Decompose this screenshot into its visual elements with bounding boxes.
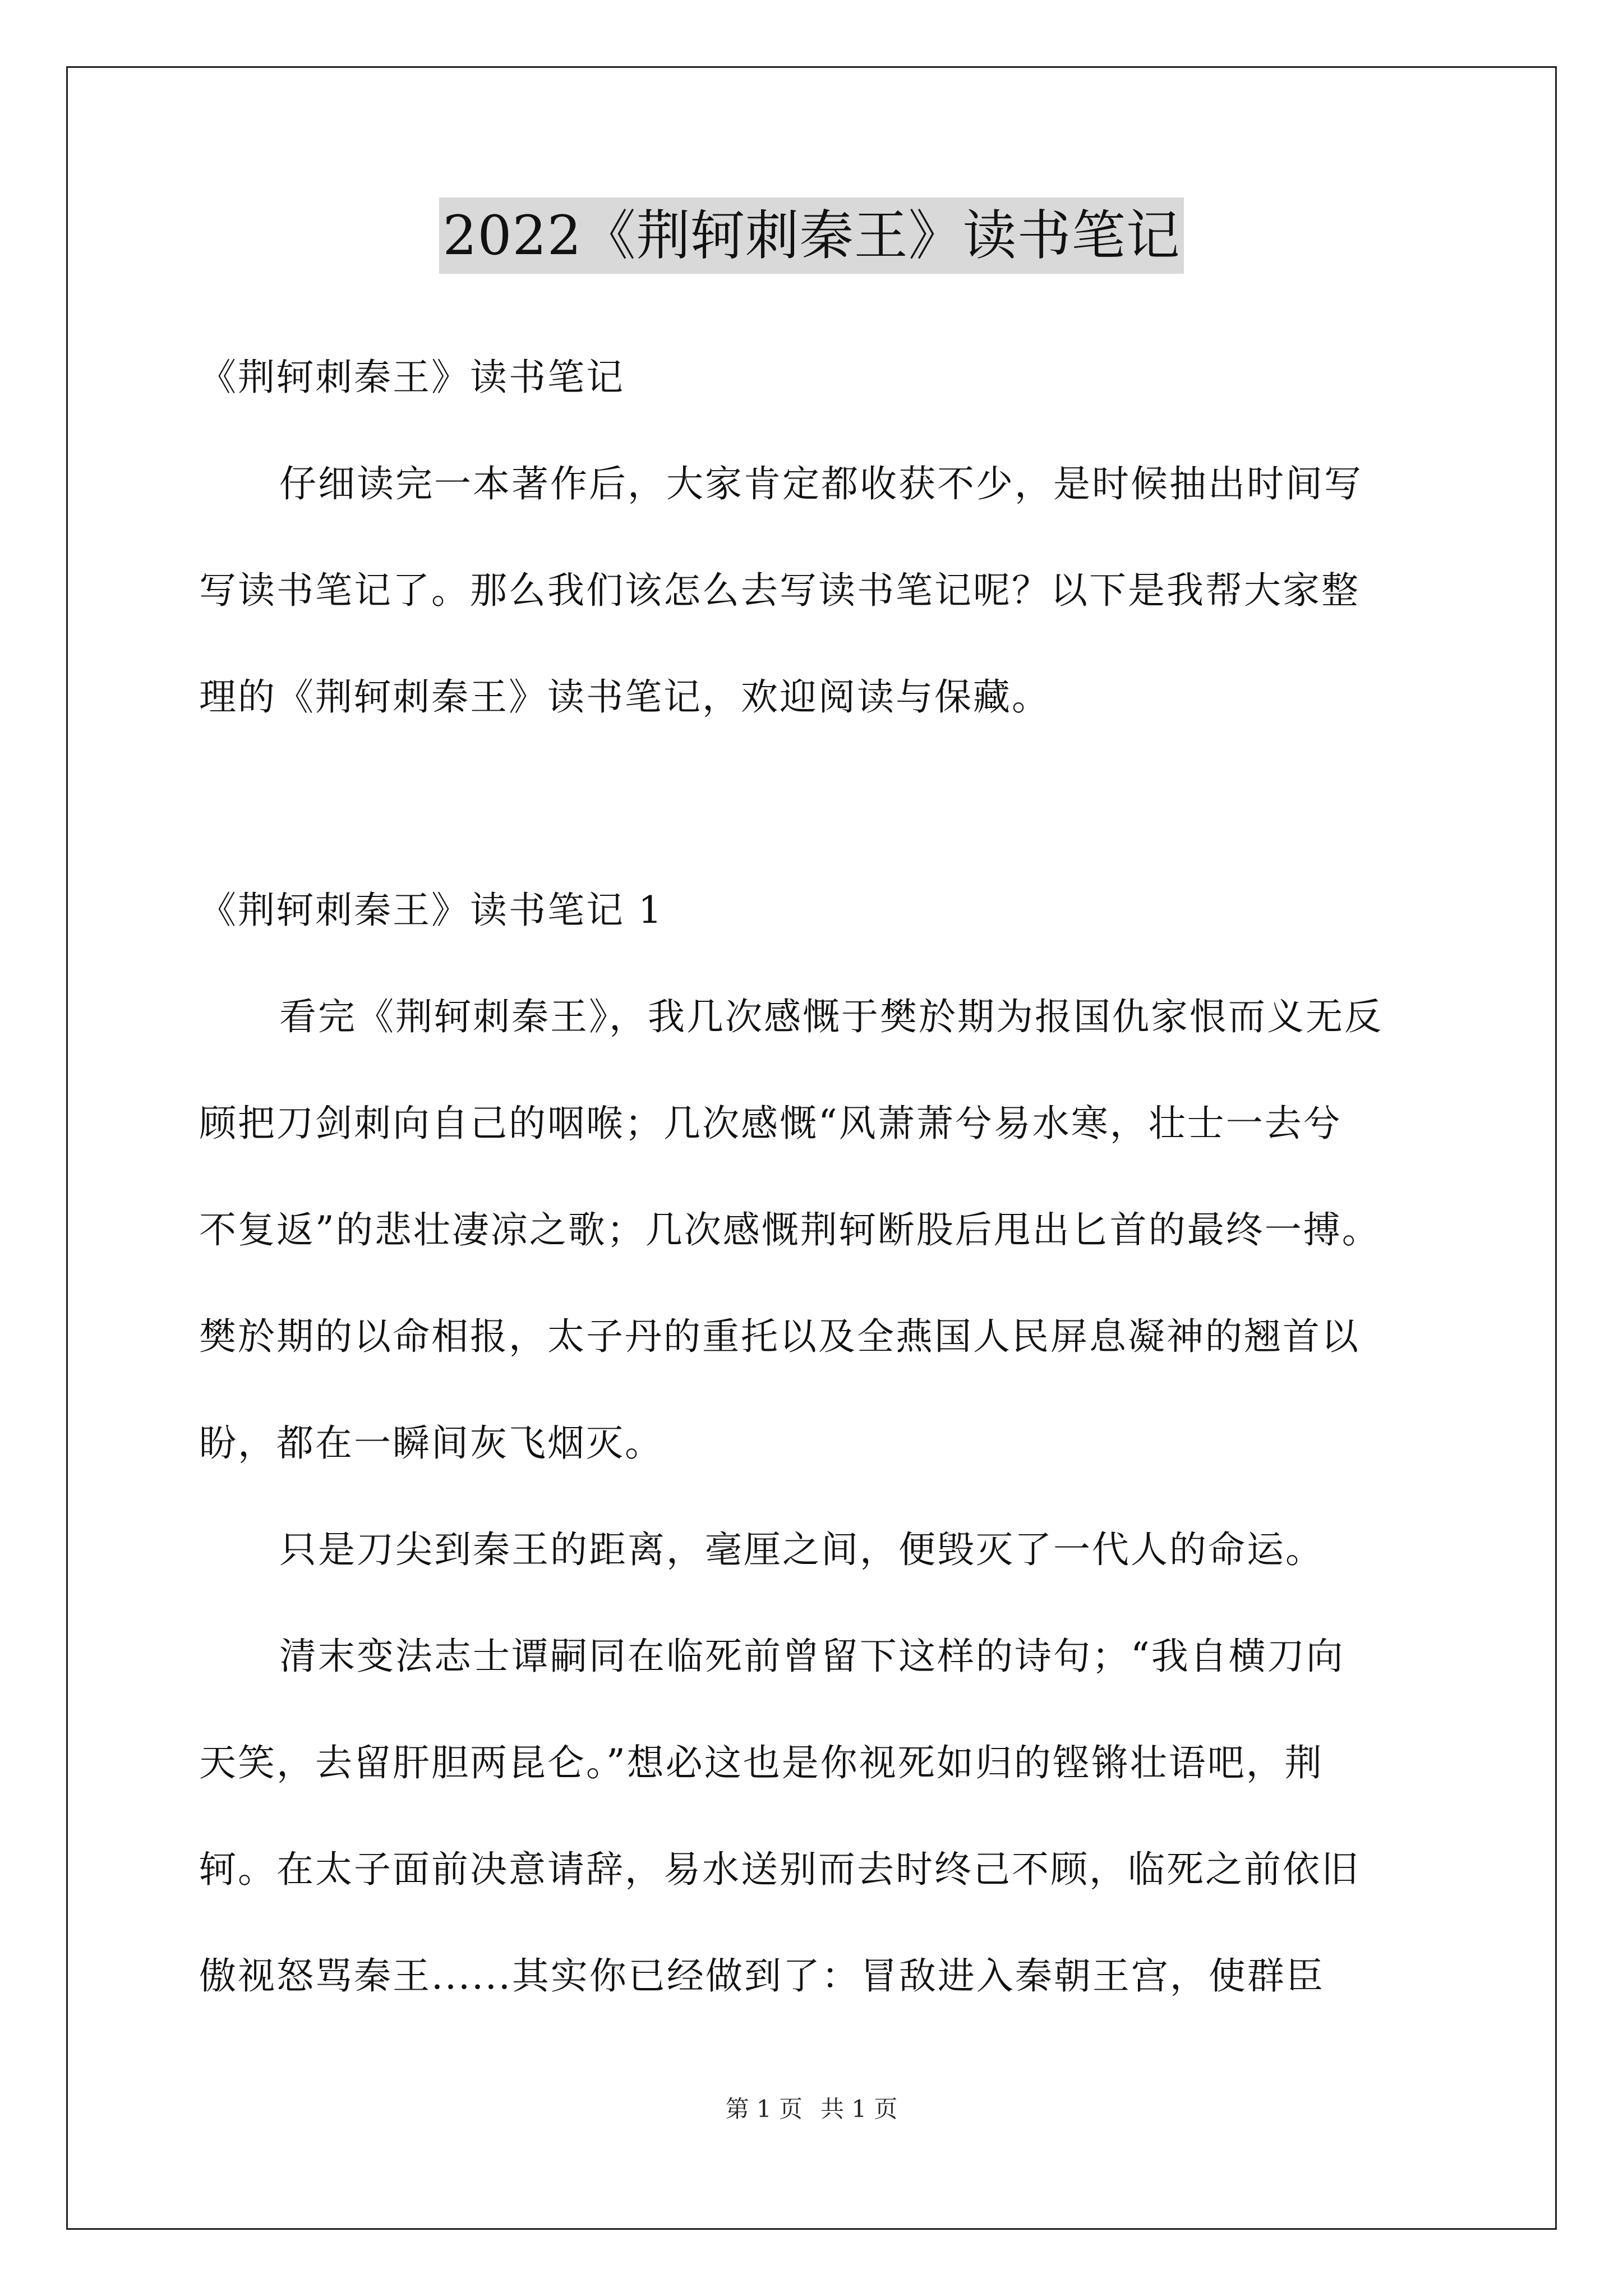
paragraph-line: 盼，都在一瞬间灰飞烟灭。 [199,1421,663,1465]
paragraph-line: 轲。在太子面前决意请辞，易水送别而去时终己不顾，临死之前依旧 [199,1848,1360,1891]
paragraph-line: 顾把刀剑刺向自己的咽喉；几次感慨“风萧萧兮易水寒，壮士一去兮 [199,1102,1342,1145]
paragraph-line: 看完《荆轲刺秦王》，我几次感慨于樊於期为报国仇家恨而义无反 [279,995,1383,1038]
subtitle: 《荆轲刺秦王》读书笔记 [199,356,625,399]
intro-line: 理的《荆轲刺秦王》读书笔记，欢迎阅读与保藏。 [199,675,1050,719]
section-heading: 《荆轲刺秦王》读书笔记 1 [199,889,663,932]
paragraph-line: 不复返”的悲壮凄凉之歌；几次感慨荆轲断股后甩出匕首的最终一搏。 [199,1208,1381,1251]
paragraph-line: 天笑，去留肝胆两昆仑。”想必这也是你视死如归的铿锵壮语吧，荆 [199,1741,1324,1784]
page-number: 第 1 页 [725,2095,803,2123]
paragraph-line: 清末变法志士谭嗣同在临死前曾留下这样的诗句；“我自横刀向 [279,1635,1345,1678]
intro-line: 仔细读完一本著作后，大家肯定都收获不少，是时候抽出时间写 [279,462,1363,505]
paragraph-line: 只是刀尖到秦王的距离，毫厘之间，便毁灭了一代人的命运。 [279,1528,1324,1571]
document-title: 2022《荆轲刺秦王》读书笔记 [439,197,1183,274]
intro-line: 写读书笔记了。那么我们该怎么去写读书笔记呢？以下是我帮大家整 [199,569,1360,612]
paragraph-line: 傲视怒骂秦王......其实你已经做到了：冒敌进入秦朝王宫，使群臣 [199,1954,1325,1998]
paragraph-line: 樊於期的以命相报，太子丹的重托以及全燕国人民屏息凝神的翘首以 [199,1315,1360,1358]
title-container [0,197,1623,274]
page-total: 共 1 页 [820,2095,898,2123]
page-footer [0,2092,1623,2126]
